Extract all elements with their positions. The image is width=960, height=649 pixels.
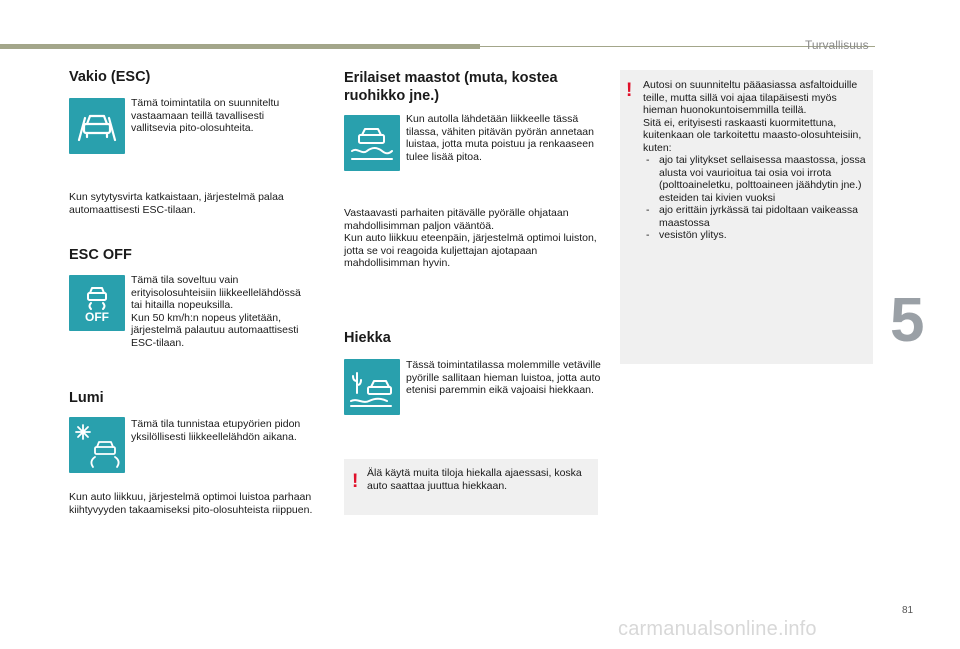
offroad-warning-list: [643, 154, 869, 242]
car-traction-icon: [69, 98, 125, 154]
snow-title: Lumi: [69, 390, 104, 406]
list-item: - ajo tai ylitykset sellaisessa maastossa, jossa alusta voi vaurioitua tai osia voi irrota (polttoaineletku, polttoaineen jäähdytin jne.) esteiden tai kivien vuoksi: [643, 154, 869, 204]
sand-mode-icon: [344, 359, 400, 415]
sand-title: Hiekka: [344, 330, 391, 346]
warning-icon: !: [626, 80, 633, 101]
watermark: carmanualsonline.info: [618, 618, 817, 640]
esc-text: Tämä toimintatila on suunniteltu vastaamaan teillä tavallisesti vallitsevia pito-olosuhteita.: [131, 97, 280, 134]
mud-after-text: Vastaavasti parhaiten pitävälle pyörälle ohjataan mahdollisimman paljon vääntöä. Kun auto liikkuu eteenpäin, järjestelmä optimoi luiston, jotta se voi reagoida kuljettajan ajotapaan mahdollisimman hyvin.: [344, 207, 597, 269]
list-item: - ajo erittäin jyrkässä tai pidoltaan vaikeassa maastossa: [643, 204, 869, 229]
mud-title: Erilaiset maastot (muta, kostea ruohikko jne.): [344, 70, 558, 104]
section-title: Turvallisuus: [805, 38, 869, 52]
page-number: 81: [902, 605, 914, 616]
esc-off-title: ESC OFF: [69, 247, 132, 263]
offroad-warning-text: Autosi on suunniteltu pääasiassa asfaltoiduille teille, mutta sillä voi ajaa tilapäisesti myös hieman huonokuntoisemmilla teillä. Sitä ei, erityisesti raskaasti kuormitettuna, kuitenkaan ole tarkoitettu maasto-olosuhteisiin, kuten:: [643, 79, 862, 154]
snow-after-text: Kun auto liikkuu, järjestelmä optimoi luistoa parhaan kiihtyvyyden takaamiseksi pito-olosuhteista riippuen.: [69, 491, 313, 516]
mud-mode-icon: [344, 115, 400, 171]
snow-text: Tämä tila tunnistaa etupyörien pidon yksilöllisesti liikkeellelähdön aikana.: [131, 418, 301, 443]
mud-text: Kun autolla lähdetään liikkeelle tässä tilassa, vähiten pitävän pyörän annetaan luistaa, jotta muta poistuu ja renkaaseen tulee lisää pitoa.: [406, 113, 594, 163]
list-item: - vesistön ylitys.: [643, 229, 869, 242]
esc-title: Vakio (ESC): [69, 69, 151, 85]
warning-icon: !: [352, 471, 359, 492]
sand-text: Tässä toimintatilassa molemmille vetäville pyörille sallitaan hieman luistoa, jotta auto etenisi paremmin eikä vajoaisi hiekkaan.: [406, 359, 601, 396]
esc-off-text: Tämä tila soveltuu vain erityisolosuhteisiin liikkeellelähdössä tai hitailla nopeuksilla. Kun 50 km/h:n nopeus ylitetään, järjestelmä palautuu automaattisesti ESC-tilaan.: [131, 274, 301, 349]
offroad-warning-panel: [620, 70, 873, 364]
esc-off-icon: [69, 275, 125, 331]
sand-warning-panel: [344, 459, 598, 515]
esc-after-text: Kun sytytysvirta katkaistaan, järjestelmä palaa automaattisesti ESC-tilaan.: [69, 191, 284, 216]
sand-warning-text: Älä käytä muita tiloja hiekalla ajaessasi, koska auto saattaa juuttua hiekkaan.: [367, 467, 582, 492]
header-bar: [0, 44, 480, 49]
chapter-number: 5: [890, 286, 925, 355]
snow-mode-icon: [69, 417, 125, 473]
esc-off-icon-label: OFF: [85, 310, 109, 324]
